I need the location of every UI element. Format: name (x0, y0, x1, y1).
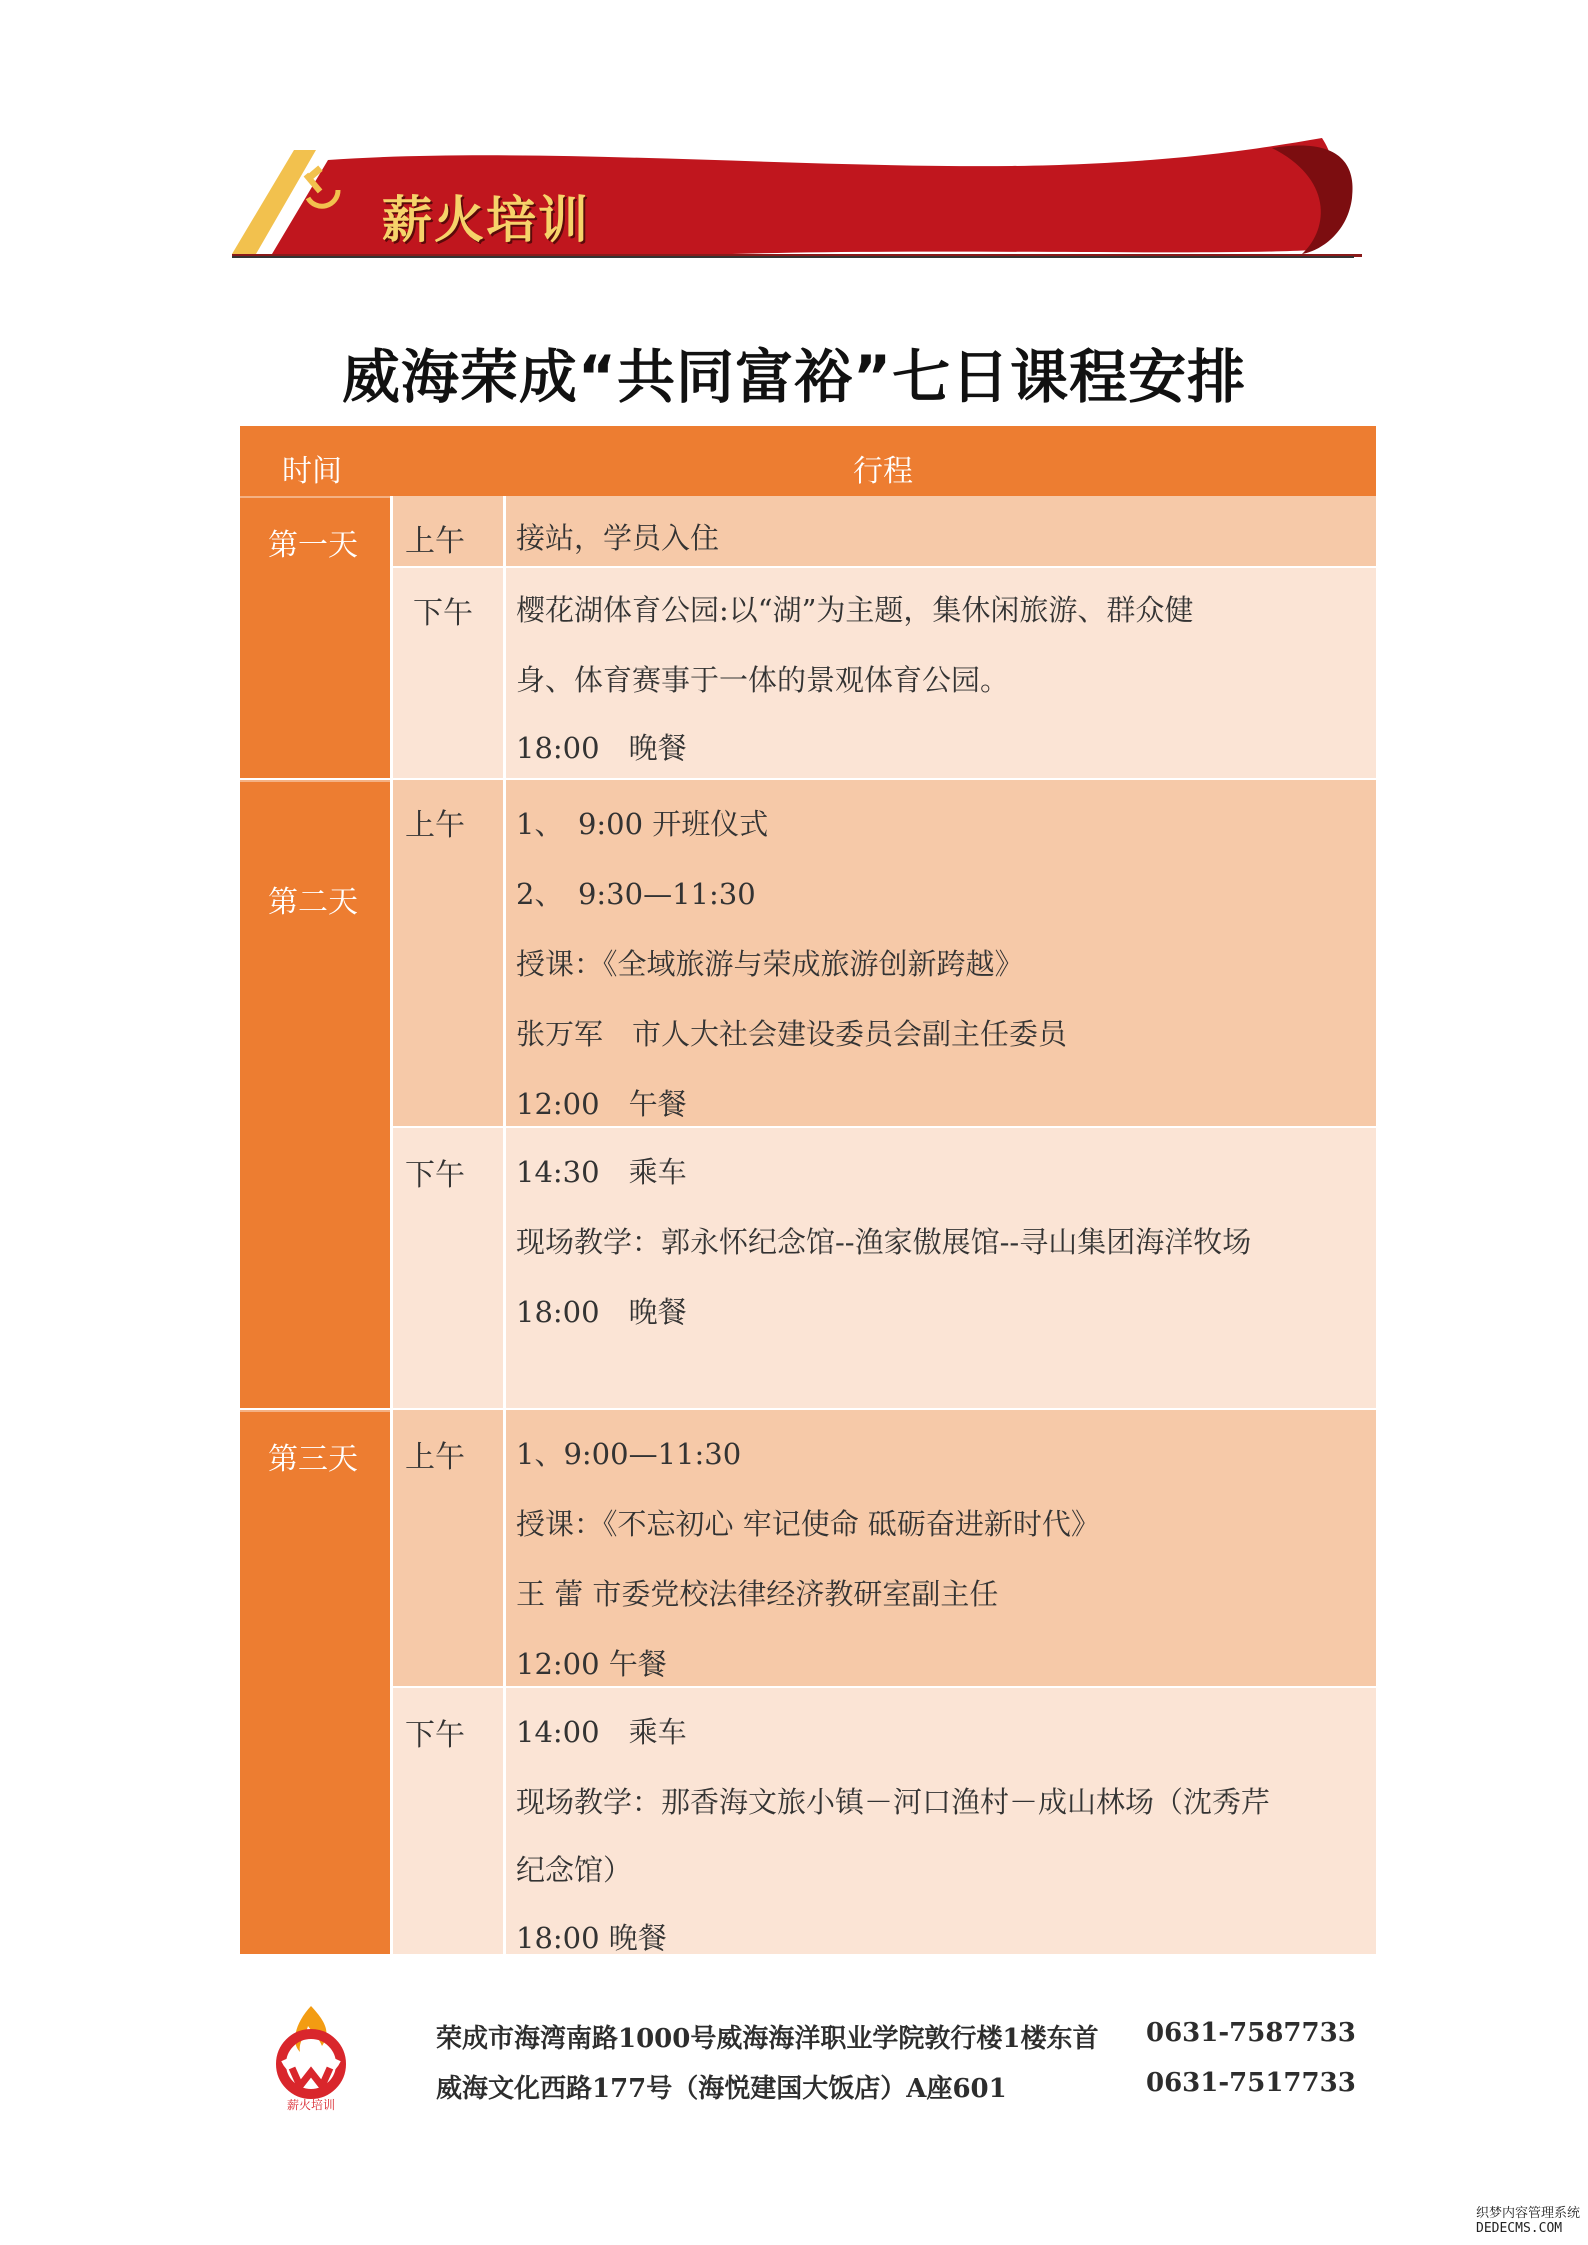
footer-address-2: 威海文化西路177号（海悦建国大饭店）A座601 (436, 2074, 1007, 2104)
plan-line: 1、 9:00 开班仪式 (516, 807, 769, 841)
am-plan-cell (506, 780, 1376, 1126)
watermark-line-1: 织梦内容管理系统 (1476, 2206, 1581, 2221)
plan-line: 现场教学：郭永怀纪念馆--渔家傲展馆--寻山集团海洋牧场 (516, 1225, 1252, 1259)
footer-phone-1: 0631-7587733 (1146, 2018, 1356, 2048)
day-label: 第一天 (268, 528, 358, 563)
pm-label-cell (393, 1688, 503, 1954)
page-title: 威海荣成“共同富裕”七日课程安排 (341, 343, 1247, 411)
day-label-cell (240, 496, 390, 778)
plan-line: 王 蕾 市委党校法律经济教研室副主任 (516, 1577, 999, 1611)
pm-label: 下午 (405, 1718, 465, 1753)
table-header (240, 426, 1376, 496)
plan-line: 14:00 乘车 (516, 1715, 687, 1749)
am-label: 上午 (405, 524, 465, 559)
column-header-plan: 行程 (853, 454, 913, 489)
am-plan-cell (506, 1410, 1376, 1686)
plan-line: 18:00 晚餐 (516, 1295, 687, 1329)
flame-logo-icon (252, 2002, 370, 2110)
brand-title: 薪火培训 (382, 191, 590, 249)
pm-label: 下午 (413, 596, 473, 631)
plan-line: 14:30 乘车 (516, 1155, 687, 1189)
plan-line: 18:00 晚餐 (516, 731, 687, 765)
plan-line: 授课：《不忘初心 牢记使命 砥砺奋进新时代》 (516, 1507, 1100, 1541)
plan-line: 身、体育赛事于一体的景观体育公园。 (516, 663, 1010, 697)
pm-label: 下午 (405, 1158, 465, 1193)
plan-line: 纪念馆） (516, 1853, 633, 1887)
plan-line: 接站，学员入住 (516, 521, 720, 555)
plan-line: 樱花湖体育公园:以“湖”为主题，集休闲旅游、群众健 (516, 593, 1194, 627)
am-label: 上午 (405, 808, 465, 843)
column-header-time: 时间 (282, 454, 342, 489)
plan-line: 授课：《全域旅游与荣成旅游创新跨越》 (516, 947, 1024, 981)
plan-line: 12:00 午餐 (516, 1087, 687, 1121)
am-label: 上午 (405, 1440, 465, 1475)
plan-line: 1、9:00—11:30 (516, 1437, 742, 1471)
footer-logo (252, 2002, 370, 2110)
plan-line: 现场教学：那香海文旅小镇－河口渔村－成山林场（沈秀芹 (516, 1785, 1271, 1819)
am-plan-cell (506, 496, 1376, 566)
plan-line: 12:00 午餐 (516, 1647, 667, 1681)
am-label-cell (393, 1410, 503, 1686)
watermark (1476, 2206, 1580, 2236)
day-label: 第三天 (268, 1442, 358, 1477)
plan-line: 18:00 晚餐 (516, 1921, 667, 1955)
day-label-cell (240, 780, 390, 1408)
footer-address-1: 荣成市海湾南路1000号威海海洋职业学院敦行楼1楼东首 (436, 2024, 1099, 2054)
am-label-cell (393, 780, 503, 1126)
footer-phone-2: 0631-7517733 (1146, 2068, 1356, 2098)
logo-caption: 薪火培训 (286, 2098, 335, 2112)
am-label-cell (393, 496, 503, 566)
header-banner (232, 138, 1362, 262)
day-label: 第二天 (268, 885, 358, 920)
plan-line: 张万军 市人大社会建设委员会副主任委员 (516, 1017, 1068, 1051)
pm-plan-cell (506, 1688, 1376, 1954)
watermark-line-2: DEDECMS.COM (1476, 2221, 1563, 2236)
day-label-cell (240, 1410, 390, 1954)
pm-label-cell (393, 568, 503, 778)
pm-plan-cell (506, 568, 1376, 778)
pm-plan-cell (506, 1128, 1376, 1408)
header-divider (232, 256, 1354, 258)
emblem-icon (300, 164, 346, 210)
plan-line: 2、 9:30—11:30 (516, 877, 756, 911)
pm-label-cell (393, 1128, 503, 1408)
